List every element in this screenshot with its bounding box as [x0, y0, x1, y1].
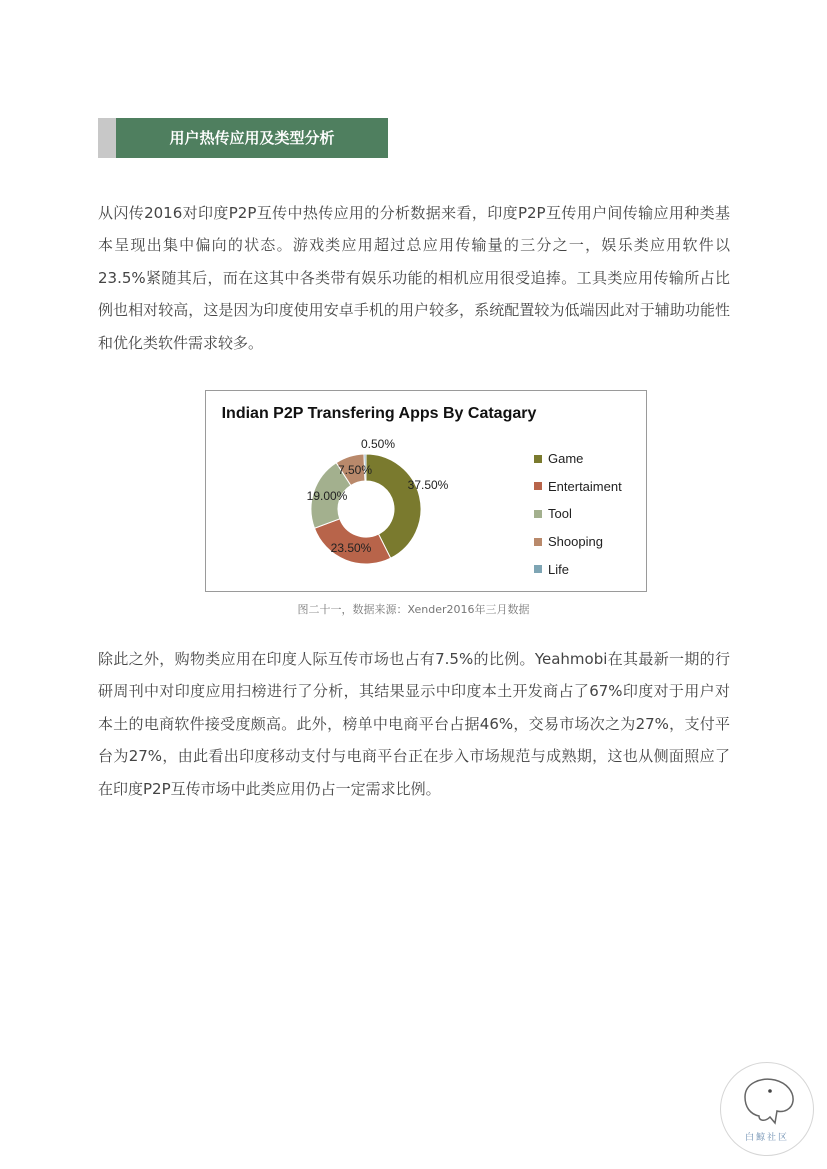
legend-item-life — [534, 555, 622, 583]
section-header — [98, 118, 388, 158]
legend-item-entertaiment — [534, 473, 622, 501]
data-label-entertaiment: 23.50% — [330, 541, 372, 555]
chart-legend — [534, 445, 622, 583]
legend-swatch — [534, 510, 542, 518]
paragraph-intro: 从闪传2016对印度P2P互传中热传应用的分析数据来看，印度P2P互传用户间传输应用种类基本呈现出集中偏向的状态。游戏类应用超过总应用传输量的三分之一，娱乐类应用软件以23.5%紧随其后，而在这其中各类带有娱乐功能的相机应用很受追捧。工具类应用传输所占比例也相对较高，这是因为印度使用安卓手机的用户较多，系统配置较为低端因此对于辅助功能性和优化类软件需求较多。 — [98, 204, 730, 352]
watermark-logo — [720, 1062, 814, 1156]
legend-swatch — [534, 482, 542, 490]
legend-item-game — [534, 445, 622, 473]
data-label-tool: 19.00% — [306, 489, 348, 503]
legend-swatch — [534, 565, 542, 573]
data-label-game: 37.50% — [407, 478, 449, 492]
legend-label: Tool — [548, 506, 572, 522]
figure-caption: 图二十一，数据来源：Xender2016年三月数据 — [297, 603, 530, 616]
legend-item-tool — [534, 500, 622, 528]
data-label-life: 0.50% — [360, 437, 396, 451]
paragraph-shopping: 除此之外，购物类应用在印度人际互传市场也占有7.5%的比例。Yeahmobi在其最新一期的行研周刊中对印度应用扫榜进行了分析，其结果显示中印度本土开发商占了67%印度对于用户对本土的电商软件接受度颇高。此外，榜单中电商平台占据46%，交易市场次之为27%，支付平台为27%，由此看出印度移动支付与电商平台正在步入市场规范与成熟期，这也从侧面照应了在印度P2P互传市场中此类应用仍占一定需求比例。 — [98, 650, 730, 798]
legend-label: Game — [548, 451, 584, 467]
legend-label: Life — [548, 561, 569, 577]
legend-item-shooping — [534, 528, 622, 556]
section-title: 用户热传应用及类型分析 — [116, 118, 388, 158]
watermark-text: 白鲸社区 — [744, 1133, 789, 1143]
section-header-accent — [98, 118, 116, 158]
legend-swatch — [534, 538, 542, 546]
chart-title: Indian P2P Transfering Apps By Catagary — [221, 405, 537, 422]
legend-label: Entertaiment — [548, 478, 622, 494]
legend-label: Shooping — [548, 534, 603, 550]
data-label-shooping: 7.50% — [337, 463, 373, 477]
legend-swatch — [534, 455, 542, 463]
donut-chart — [205, 390, 647, 592]
